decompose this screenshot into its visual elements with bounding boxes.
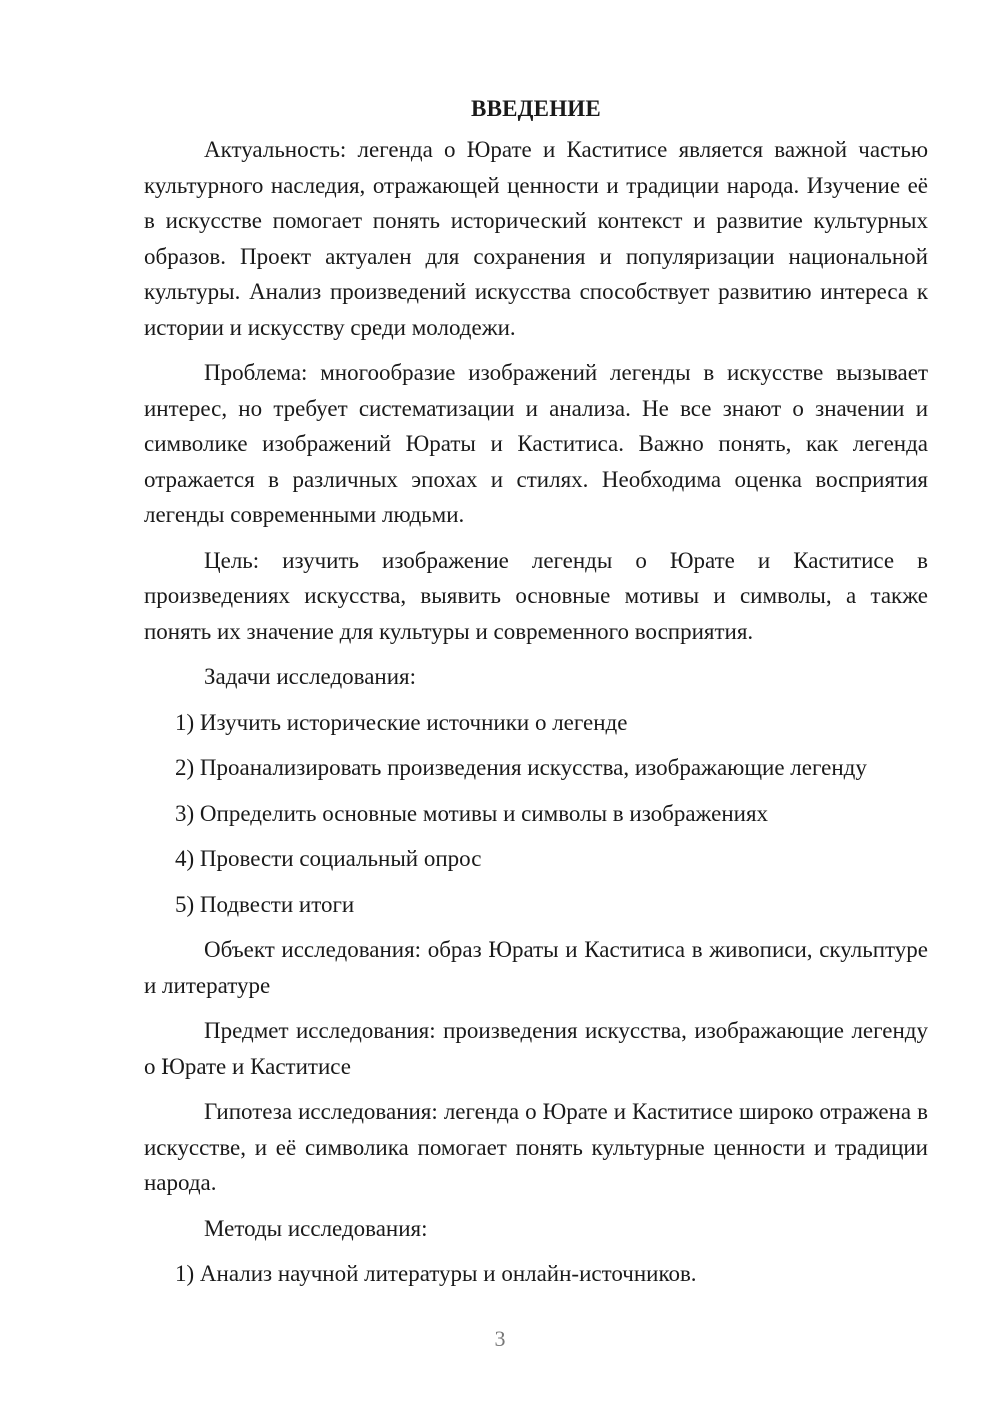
problem-paragraph: Проблема: многообразие изображений легенды в искусстве вызывает интерес, но требует систематизации и анализа. Не все знают о значении и символике изображений Юраты и Каститиса. Важно понять, как легенда отражается в различных эпохах и стилях. Необходима оценка восприятия легенды современными людьми. — [144, 360, 928, 527]
goal-paragraph: Цель: изучить изображение легенды о Юрате и Каститисе в произведениях искусства, выявить основные мотивы и символы, а также понять их значение для культуры и современного восприятия. — [144, 547, 928, 644]
subject-paragraph: Предмет исследования: произведения искусства, изображающие легенду о Юрате и Каститисе — [144, 1018, 928, 1079]
task-item: 5) Подвести итоги — [175, 891, 355, 917]
object-paragraph: Объект исследования: образ Юраты и Каститиса в живописи, скульптуре и литературе — [144, 937, 928, 998]
tasks-heading: Задачи исследования: — [204, 664, 417, 689]
document-page — [144, 92, 928, 1302]
methods-heading: Методы исследования: — [204, 1215, 428, 1241]
relevance-paragraph: Актуальность: легенда о Юрате и Каститисе является важной частью культурного наследия, отражающей ценности и традиции народа. Изучение её в искусстве помогает понять исторический контекст и развитие культурных образов. Проект актуален для сохранения и популяризации национальной культуры. Анализ произведений искусства способствует развитию интереса к истории и искусству среди молодежи. — [144, 137, 928, 340]
tasks-list — [144, 705, 928, 923]
task-item: 1) Изучить исторические источники о легенде — [175, 709, 628, 735]
task-item: 4) Провести социальный опрос — [175, 846, 482, 871]
page-number: 3 — [494, 1326, 506, 1351]
task-item: 3) Определить основные мотивы и символы в изображениях — [175, 800, 769, 826]
section-title: ВВЕДЕНИЕ — [471, 96, 601, 121]
task-item: 2) Проанализировать произведения искусства, изображающие легенду — [175, 755, 867, 780]
hypothesis-paragraph: Гипотеза исследования: легенда о Юрате и Каститисе широко отражена в искусстве, и её символика помогает понять культурные ценности и традиции народа. — [144, 1099, 928, 1195]
method-item: 1) Анализ научной литературы и онлайн-источников. — [175, 1261, 697, 1286]
methods-list — [144, 1256, 928, 1292]
